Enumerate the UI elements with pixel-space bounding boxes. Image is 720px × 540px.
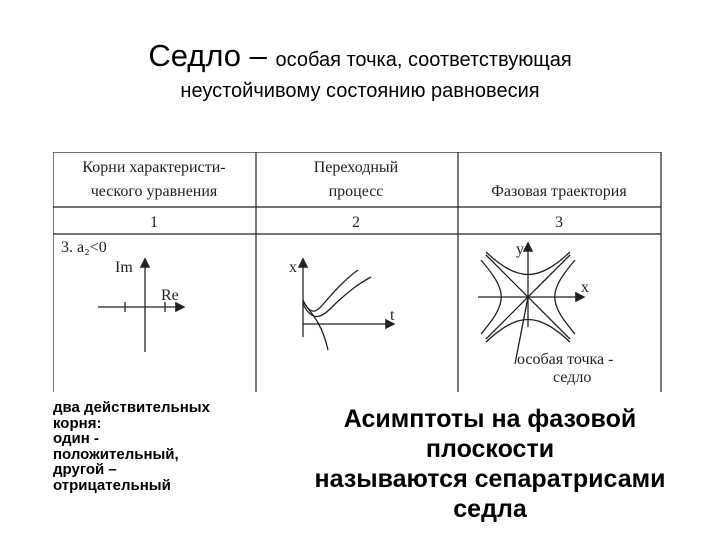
column-number-3: 3: [555, 214, 563, 231]
separatrix-line: Асимптоты на фазовой: [343, 405, 637, 433]
title-dash: –: [241, 38, 276, 73]
separatrix-statement: [285, 404, 695, 524]
roots-description-line: два действительных: [53, 399, 210, 416]
roots-plot: [98, 260, 183, 352]
im-axis-label: Im: [115, 259, 133, 276]
phase-plot: [478, 244, 583, 364]
transient-x-label: x: [289, 259, 297, 276]
header-roots-line1: Корни характеристи-: [82, 159, 226, 176]
phase-annotation-line1: особая точка -: [517, 351, 614, 368]
re-axis-label: Re: [161, 287, 179, 304]
phase-x-label: x: [581, 279, 589, 296]
header-transient-line2: процесс: [328, 183, 384, 200]
title-rest: особая точка, соответствующая: [275, 49, 572, 71]
title-main: Седло: [148, 38, 242, 73]
roots-description: [53, 400, 273, 493]
separatrix-line: седла: [453, 495, 527, 523]
roots-description-line: отрицательный: [53, 476, 171, 494]
roots-description-line: один -: [53, 430, 99, 447]
roots-description-line: корня:: [53, 414, 102, 432]
transient-t-label: t: [390, 307, 395, 324]
case-label: 3. a₂<0: [61, 239, 107, 256]
header-roots-line2: ческого уравнения: [90, 183, 218, 200]
slide-title: [0, 38, 720, 74]
roots-description-line: положительный,: [53, 445, 179, 463]
header-transient-line1: Переходный: [313, 159, 399, 176]
column-number-1: 1: [150, 214, 158, 231]
separatrix-line: называются сепаратрисами: [314, 465, 666, 493]
slide-subtitle: неустойчивому состоянию равновесия: [180, 80, 540, 102]
transient-plot: [303, 260, 393, 350]
column-number-2: 2: [352, 214, 360, 231]
header-phase-line2: Фазовая траектория: [491, 183, 627, 200]
separatrix-line: плоскости: [425, 435, 555, 463]
saddle-table-figure: [53, 152, 663, 392]
phase-y-label: y: [516, 241, 524, 258]
roots-description-line: другой –: [53, 461, 117, 478]
phase-annotation-line2: седло: [553, 369, 592, 386]
